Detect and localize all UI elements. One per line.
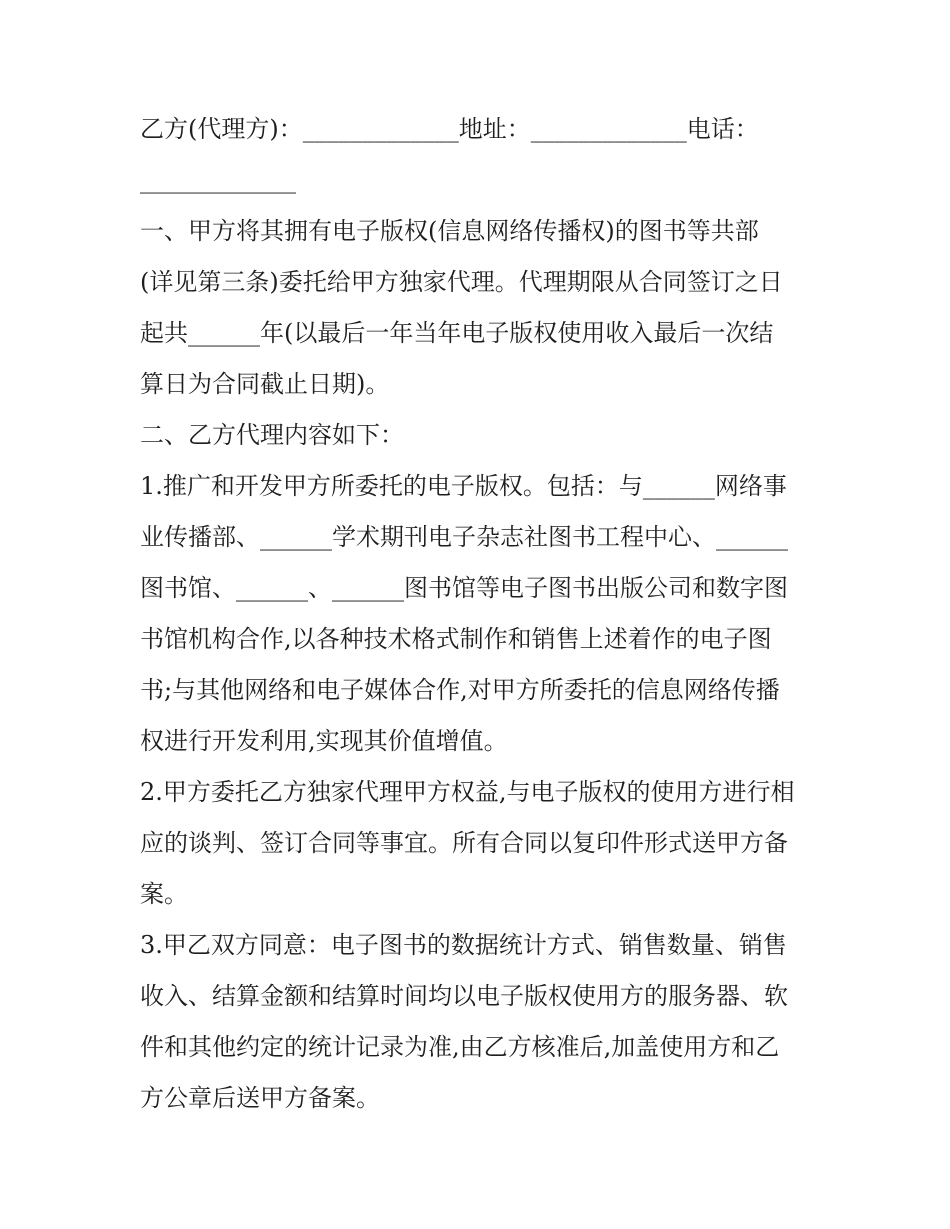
item-1-line-5: 书;与其他网络和电子媒体合作,对甲方所委托的信息网络传播: [140, 676, 780, 704]
item-2-line-3: 案。: [140, 880, 188, 908]
item-1-line-6: 权进行开发利用,实现其价值增值。: [140, 727, 508, 755]
item-1-line-4: 书馆机构合作,以各种技术格式制作和销售上述着作的电子图: [140, 625, 772, 653]
clause-1-line-3: 起共______年(以最后一年当年电子版权使用收入最后一次结: [140, 319, 774, 347]
item-1-line-2: 业传播部、______学术期刊电子杂志社图书工程中心、______: [140, 523, 788, 551]
clause-1-line-1: 一、甲方将其拥有电子版权(信息网络传播权)的图书等共部: [140, 217, 759, 245]
clause-1-line-2: (详见第三条)委托给甲方独家代理。代理期限从合同签订之日: [140, 268, 783, 296]
item-3-line-4: 方公章后送甲方备案。: [140, 1084, 380, 1112]
item-3-line-1: 3.甲乙双方同意：电子图书的数据统计方式、销售数量、销售: [140, 931, 787, 959]
item-1-line-1: 1.推广和开发甲方所委托的电子版权。包括：与______网络事: [140, 472, 787, 500]
item-2-line-2: 应的谈判、签订合同等事宜。所有合同以复印件形式送甲方备: [140, 829, 788, 857]
item-3-line-2: 收入、结算金额和结算时间均以电子版权使用方的服务器、软: [140, 982, 788, 1010]
phone-blank-line: _____________: [140, 166, 296, 194]
clause-2-heading: 二、乙方代理内容如下：: [140, 421, 404, 449]
item-2-line-1: 2.甲方委托乙方独家代理甲方权益,与电子版权的使用方进行相: [140, 778, 795, 806]
item-3-line-3: 件和其他约定的统计记录为准,由乙方核准后,加盖使用方和乙: [140, 1033, 780, 1061]
party-b-info-line: 乙方(代理方)：_____________地址：_____________电话：: [140, 115, 759, 143]
clause-1-line-4: 算日为合同截止日期)。: [140, 370, 390, 398]
contract-body: [140, 104, 820, 1124]
item-1-line-3: 图书馆、______、______图书馆等电子图书出版公司和数字图: [140, 574, 788, 602]
